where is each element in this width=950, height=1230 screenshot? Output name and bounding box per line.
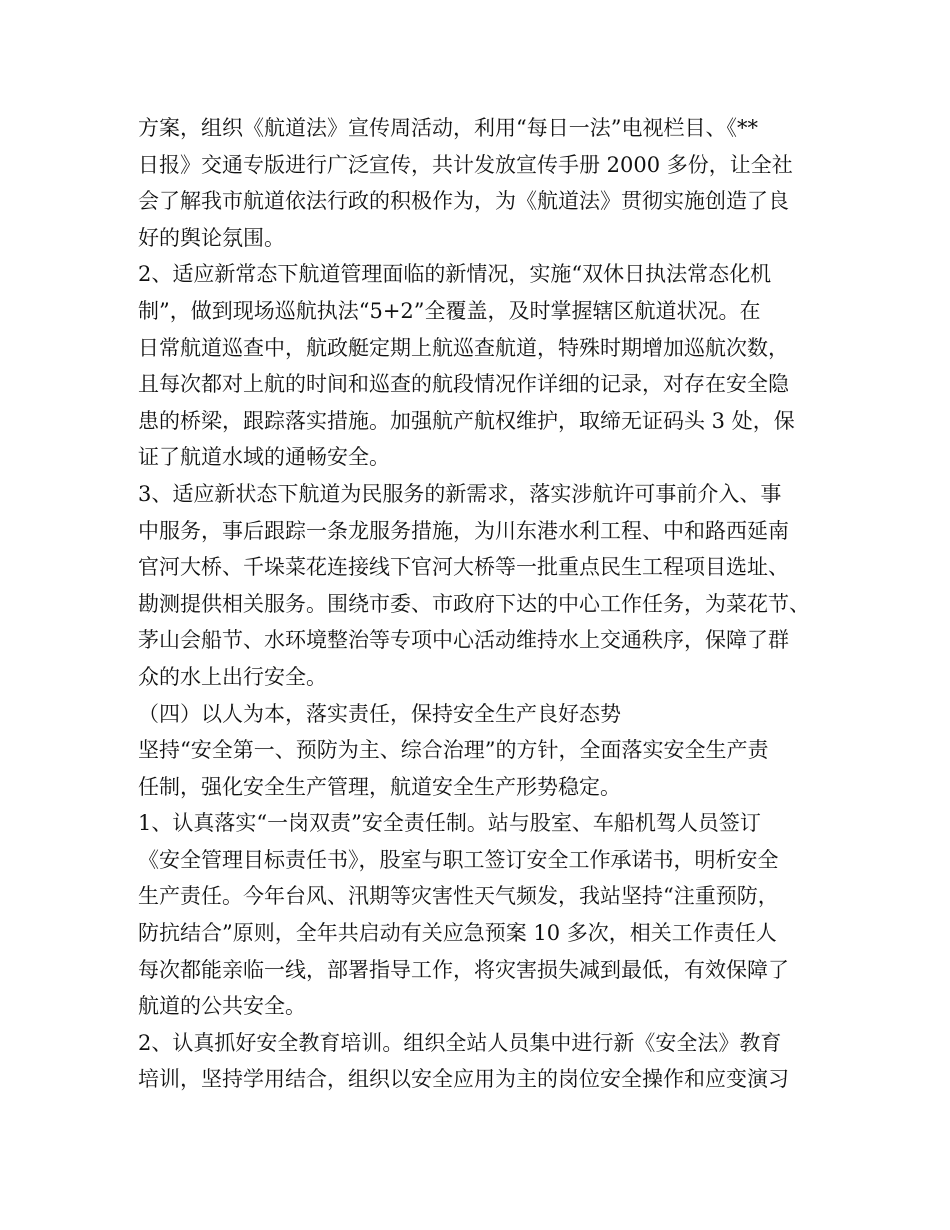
body-line: 茅山会船节、水环境整治等专项中心活动维持水上交通秩序，保障了群 [138,628,789,653]
body-line: 防抗结合”原则，全年共启动有关应急预案 10 多次，相关工作责任人 [138,921,777,946]
body-line: 航道的公共安全。 [138,994,306,1019]
body-line: 坚持“安全第一、预防为主、综合治理”的方针，全面落实安全生产责 [138,738,769,763]
body-line: 生产责任。今年台风、汛期等灾害性天气频发，我站坚持“注重预防， [138,884,779,909]
body-line: 方案，组织《航道法》宣传周活动，利用“每日一法”电视栏目、《** [138,116,758,140]
body-line: 任制，强化安全生产管理，航道安全生产形势稳定。 [138,774,621,799]
body-line: 制”，做到现场巡航执法“5+2”全覆盖，及时掌握辖区航道状况。在 [138,298,761,323]
body-line: 每次都能亲临一线，部署指导工作，将灾害损失减到最低，有效保障了 [138,957,789,982]
body-line: 日报》交通专版进行广泛宣传，共计发放宣传手册 2000 多份，让全社 [138,152,793,177]
body-line: 患的桥梁，跟踪落实措施。加强航产航权维护，取缔无证码头 3 处，保 [138,408,795,433]
body-line: 会了解我市航道依法行政的积极作为，为《航道法》贯彻实施创造了良 [138,189,789,214]
body-line: 日常航道巡查中，航政艇定期上航巡查航道，特殊时期增加巡航次数， [138,335,789,360]
body-line: 勘测提供相关服务。围绕市委、市政府下达的中心工作任务，为菜花节、 [138,591,810,616]
body-line: 2、适应新常态下航道管理面临的新情况，实施“双休日执法常态化机 [138,262,772,287]
body-line: 1、认真落实“一岗双责”安全责任制。站与股室、车船机驾人员签订 [138,811,761,836]
body-line: 众的水上出行安全。 [138,664,327,689]
body-line: 好的舆论氛围。 [138,225,285,250]
body-line: 且每次都对上航的时间和巡查的航段情况作详细的记录，对存在安全隐 [138,372,789,397]
document-body [138,110,828,1098]
body-line: 2、认真抓好安全教育培训。组织全站人员集中进行新《安全法》教育 [138,1030,782,1055]
section-heading: （四）以人为本，落实责任，保持安全生产良好态势 [138,701,621,726]
body-line: 《安全管理目标责任书》，股室与职工签订安全工作承诺书，明析安全 [138,847,779,872]
body-line: 3、适应新状态下航道为民服务的新需求，落实涉航许可事前介入、事 [138,481,782,506]
body-line: 官河大桥、千垛菜花连接线下官河大桥等一批重点民生工程项目选址、 [138,555,789,580]
body-line: 证了航道水域的通畅安全。 [138,445,390,470]
body-line: 中服务，事后跟踪一条龙服务措施，为川东港水利工程、中和路西延南 [138,518,789,543]
body-line: 培训，坚持学用结合，组织以安全应用为主的岗位安全操作和应变演习 [138,1067,789,1092]
